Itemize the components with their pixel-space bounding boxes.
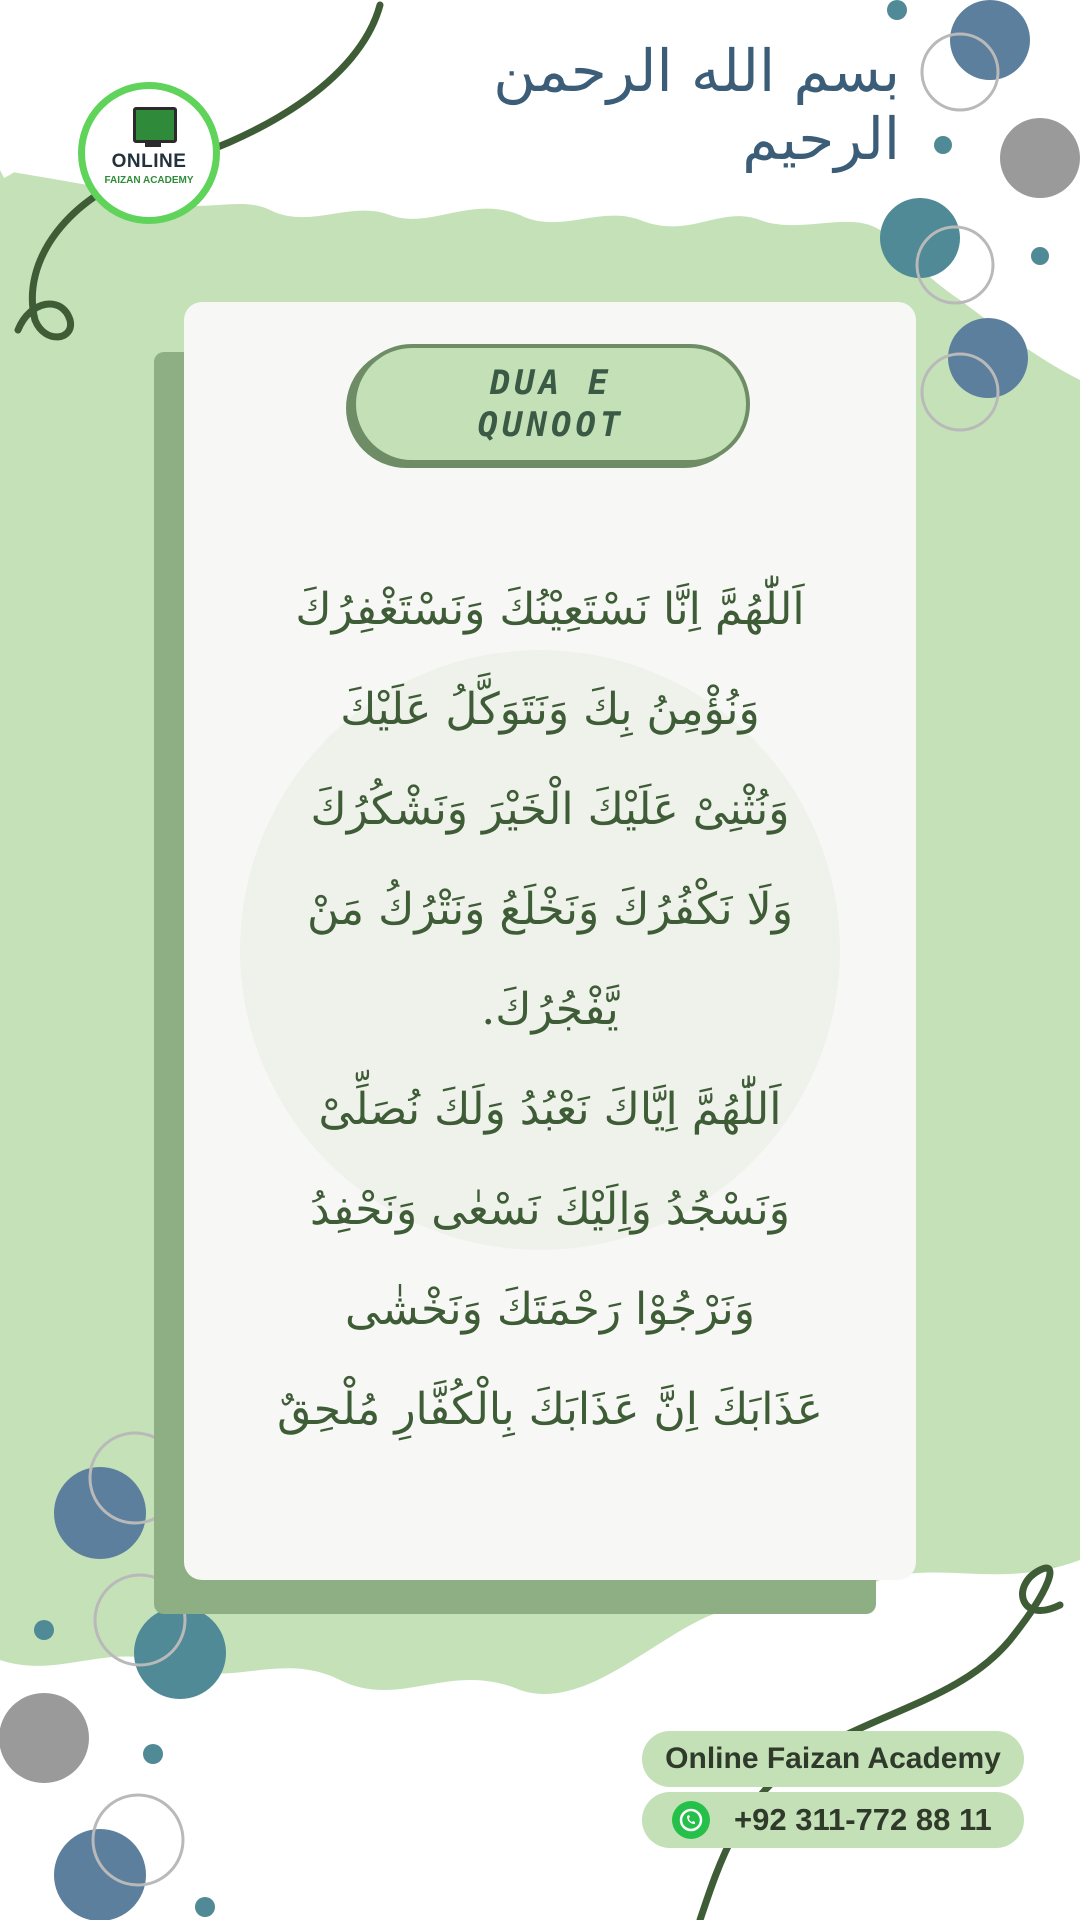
whatsapp-icon	[672, 1801, 710, 1839]
bismillah-calligraphy: بسم الله الرحمن الرحيم	[493, 37, 900, 173]
logo-text-academy: FAIZAN ACADEMY	[104, 175, 194, 186]
dua-line: اَللّٰهُمَّ اِنَّا نَسْتَعِيْنُكَ وَنَسْتَغْفِرُكَ	[295, 584, 805, 635]
monitor-icon	[133, 107, 177, 143]
dua-line: وَلَا نَكْفُرُكَ وَنَخْلَعُ وَنَتْرُكُ مَنْ	[307, 884, 793, 935]
dua-line: وَنَسْجُدُ وَاِلَيْكَ نَسْعٰى وَنَحْفِدُ	[309, 1184, 791, 1235]
dua-line: وَنُؤْمِنُ بِكَ وَنَتَوَكَّلُ عَلَيْكَ	[340, 684, 760, 735]
logo-text-online: ONLINE	[111, 151, 187, 172]
dua-line: وَنُثْنِىْ عَلَيْكَ الْخَيْرَ وَنَشْكُرُكَ	[310, 784, 790, 835]
title-line-1: DUA E	[489, 363, 613, 403]
dua-line: يَّفْجُرُكَ.	[481, 984, 619, 1035]
dua-text	[204, 560, 896, 1460]
phone-number: +92 311-772 88 11	[734, 1802, 992, 1837]
academy-name-badge	[642, 1731, 1024, 1787]
academy-logo	[78, 82, 220, 224]
dua-line: اَللّٰهُمَّ اِيَّاكَ نَعْبُدُ وَلَكَ نُصَلِّىْ	[318, 1084, 782, 1135]
monitor-stand	[145, 141, 161, 147]
dua-line: عَذَابَكَ اِنَّ عَذَابَكَ بِالْكُفَّارِ مُلْحِقٌ	[277, 1384, 823, 1435]
dua-line: وَنَرْجُوْا رَحْمَتَكَ وَنَخْشٰى	[345, 1284, 755, 1335]
academy-name: Online Faizan Academy	[665, 1742, 1001, 1775]
dua-title-badge	[352, 344, 750, 464]
phone-badge[interactable]	[642, 1792, 1024, 1848]
title-line-2: QUNOOT	[477, 405, 625, 445]
